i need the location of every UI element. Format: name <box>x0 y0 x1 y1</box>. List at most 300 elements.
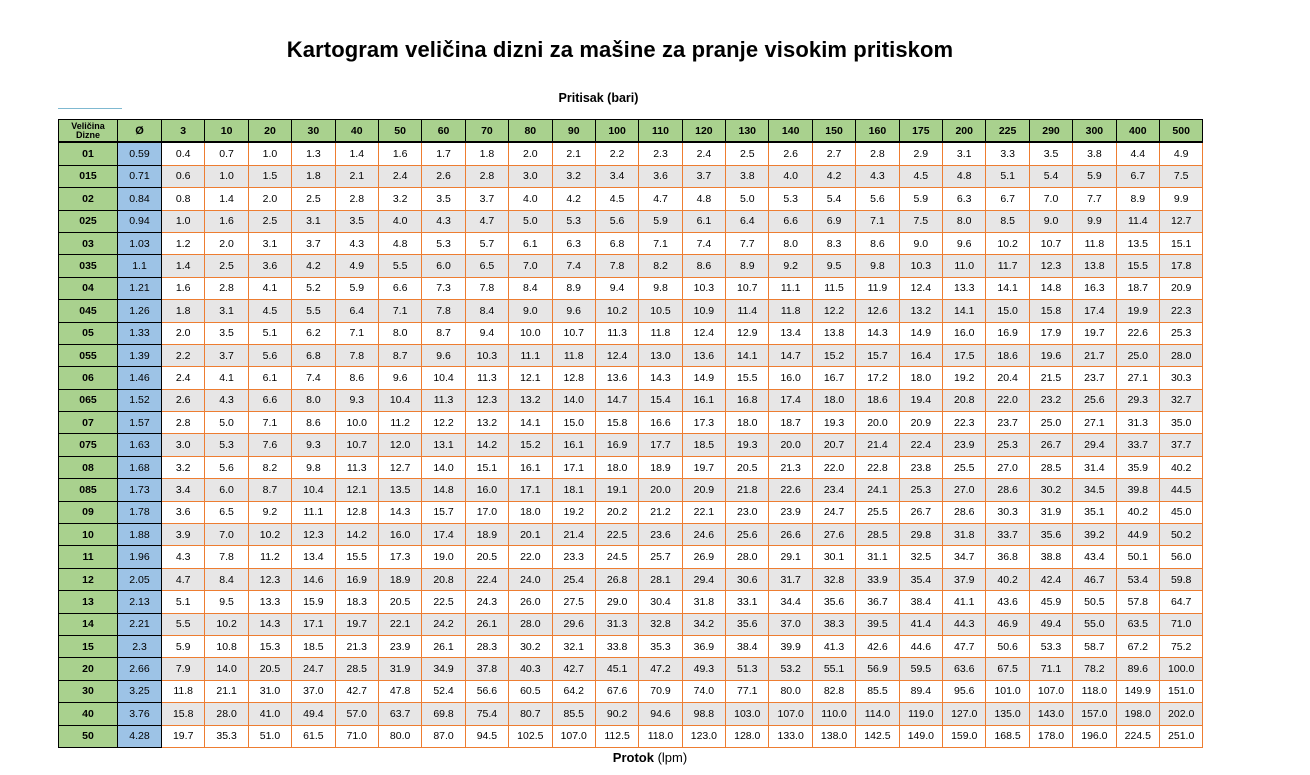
flow-value-cell: 75.2 <box>1159 635 1202 657</box>
flow-value-cell: 1.5 <box>248 165 291 187</box>
flow-value-cell: 142.5 <box>856 725 899 747</box>
diameter-cell: 1.68 <box>118 456 162 478</box>
flow-value-cell: 8.6 <box>292 412 335 434</box>
nozzle-size-cell: 09 <box>59 501 118 523</box>
page-title: Kartogram veličina dizni za mašine za pranje visokim pritiskom <box>286 37 954 62</box>
flow-value-cell: 11.8 <box>552 344 595 366</box>
flow-value-cell: 118.0 <box>639 725 682 747</box>
pressure-header-cell: 60 <box>422 120 465 143</box>
flow-value-cell: 29.8 <box>899 524 942 546</box>
flow-value-cell: 11.4 <box>1116 210 1159 232</box>
flow-value-cell: 6.7 <box>1116 165 1159 187</box>
flow-value-cell: 19.7 <box>682 456 725 478</box>
flow-value-cell: 2.4 <box>682 142 725 165</box>
nozzle-size-cell: 14 <box>59 613 118 635</box>
flow-value-cell: 135.0 <box>986 703 1029 725</box>
flow-value-cell: 9.6 <box>422 344 465 366</box>
flow-value-cell: 18.0 <box>509 501 552 523</box>
flow-value-cell: 6.1 <box>509 232 552 254</box>
flow-value-cell: 28.5 <box>1029 456 1072 478</box>
flow-value-cell: 11.3 <box>422 389 465 411</box>
flow-value-cell: 13.6 <box>682 344 725 366</box>
flow-value-cell: 5.9 <box>162 635 205 657</box>
flow-value-cell: 9.3 <box>335 389 378 411</box>
flow-value-cell: 15.7 <box>422 501 465 523</box>
flow-value-cell: 21.4 <box>552 524 595 546</box>
flow-value-cell: 34.5 <box>1073 479 1116 501</box>
flow-value-cell: 2.1 <box>552 142 595 165</box>
flow-value-cell: 3.7 <box>205 344 248 366</box>
flow-value-cell: 2.0 <box>205 232 248 254</box>
flow-value-cell: 23.7 <box>986 412 1029 434</box>
flow-value-cell: 50.2 <box>1159 524 1202 546</box>
flow-value-cell: 7.4 <box>292 367 335 389</box>
table-row <box>59 232 1203 254</box>
flow-value-cell: 8.4 <box>205 568 248 590</box>
flow-value-cell: 5.5 <box>292 300 335 322</box>
flow-value-cell: 9.0 <box>899 232 942 254</box>
flow-value-cell: 23.6 <box>639 524 682 546</box>
flow-value-cell: 5.0 <box>509 210 552 232</box>
flow-value-cell: 26.7 <box>899 501 942 523</box>
flow-value-cell: 7.3 <box>422 277 465 299</box>
flow-value-cell: 40.3 <box>509 658 552 680</box>
flow-value-cell: 3.4 <box>162 479 205 501</box>
flow-value-cell: 55.1 <box>812 658 855 680</box>
flow-value-cell: 4.0 <box>769 165 812 187</box>
flow-value-cell: 15.0 <box>986 300 1029 322</box>
diameter-cell: 2.66 <box>118 658 162 680</box>
diameter-cell: 1.33 <box>118 322 162 344</box>
flow-value-cell: 6.0 <box>205 479 248 501</box>
flow-value-cell: 15.1 <box>1159 232 1202 254</box>
flow-value-cell: 7.4 <box>682 232 725 254</box>
flow-value-cell: 18.5 <box>292 635 335 657</box>
table-row <box>59 344 1203 366</box>
flow-value-cell: 3.1 <box>292 210 335 232</box>
flow-value-cell: 28.6 <box>943 501 986 523</box>
diameter-cell: 3.25 <box>118 680 162 702</box>
flow-value-cell: 0.4 <box>162 142 205 165</box>
flow-value-cell: 17.1 <box>292 613 335 635</box>
flow-value-cell: 6.8 <box>292 344 335 366</box>
flow-value-cell: 101.0 <box>986 680 1029 702</box>
flow-value-cell: 16.1 <box>682 389 725 411</box>
flow-value-cell: 26.1 <box>422 635 465 657</box>
nozzle-size-cell: 15 <box>59 635 118 657</box>
nozzle-size-cell: 08 <box>59 456 118 478</box>
flow-value-cell: 10.3 <box>682 277 725 299</box>
flow-value-cell: 27.1 <box>1116 367 1159 389</box>
flow-value-cell: 8.7 <box>422 322 465 344</box>
flow-value-cell: 1.4 <box>335 142 378 165</box>
diameter-cell: 0.94 <box>118 210 162 232</box>
flow-value-cell: 12.6 <box>856 300 899 322</box>
flow-value-cell: 20.2 <box>595 501 638 523</box>
flow-value-cell: 33.7 <box>1116 434 1159 456</box>
flow-value-cell: 5.9 <box>1073 165 1116 187</box>
flow-value-cell: 11.2 <box>378 412 421 434</box>
diameter-cell: 1.57 <box>118 412 162 434</box>
flow-value-cell: 15.8 <box>162 703 205 725</box>
flow-value-cell: 11.8 <box>1073 232 1116 254</box>
flow-value-cell: 10.4 <box>378 389 421 411</box>
flow-value-cell: 77.1 <box>726 680 769 702</box>
flow-value-cell: 2.8 <box>335 188 378 210</box>
flow-value-cell: 27.5 <box>552 591 595 613</box>
flow-value-cell: 4.5 <box>248 300 291 322</box>
table-row <box>59 165 1203 187</box>
nozzle-size-header: Veličina Dizne <box>59 120 118 143</box>
flow-value-cell: 24.0 <box>509 568 552 590</box>
flow-value-cell: 3.2 <box>162 456 205 478</box>
flow-value-cell: 38.4 <box>726 635 769 657</box>
flow-value-cell: 3.5 <box>335 210 378 232</box>
flow-value-cell: 16.0 <box>378 524 421 546</box>
table-row <box>59 277 1203 299</box>
flow-value-cell: 8.6 <box>335 367 378 389</box>
flow-value-cell: 9.2 <box>248 501 291 523</box>
flow-value-cell: 16.7 <box>812 367 855 389</box>
flow-value-cell: 31.8 <box>682 591 725 613</box>
flow-value-cell: 8.7 <box>378 344 421 366</box>
flow-value-cell: 6.0 <box>422 255 465 277</box>
table-row <box>59 389 1203 411</box>
flow-value-cell: 33.9 <box>856 568 899 590</box>
flow-value-cell: 112.5 <box>595 725 638 747</box>
flow-value-cell: 14.8 <box>422 479 465 501</box>
flow-value-cell: 7.7 <box>726 232 769 254</box>
table-row <box>59 210 1203 232</box>
flow-value-cell: 25.0 <box>1116 344 1159 366</box>
flow-value-cell: 3.0 <box>162 434 205 456</box>
flow-value-cell: 60.5 <box>509 680 552 702</box>
table-row <box>59 434 1203 456</box>
flow-value-cell: 38.8 <box>1029 546 1072 568</box>
flow-value-cell: 1.6 <box>205 210 248 232</box>
flow-value-cell: 30.1 <box>812 546 855 568</box>
flow-value-cell: 5.3 <box>422 232 465 254</box>
flow-value-cell: 15.2 <box>509 434 552 456</box>
flow-value-cell: 5.3 <box>552 210 595 232</box>
flow-value-cell: 26.6 <box>769 524 812 546</box>
flow-value-cell: 1.3 <box>292 142 335 165</box>
flow-value-cell: 6.8 <box>595 232 638 254</box>
flow-value-cell: 5.3 <box>205 434 248 456</box>
flow-value-cell: 128.0 <box>726 725 769 747</box>
flow-value-cell: 17.4 <box>1073 300 1116 322</box>
flow-value-cell: 22.1 <box>378 613 421 635</box>
flow-value-cell: 30.3 <box>1159 367 1202 389</box>
flow-value-cell: 32.7 <box>1159 389 1202 411</box>
flow-value-cell: 9.6 <box>943 232 986 254</box>
flow-value-cell: 8.5 <box>986 210 1029 232</box>
flow-value-cell: 41.0 <box>248 703 291 725</box>
flow-value-cell: 19.7 <box>162 725 205 747</box>
flow-value-cell: 23.0 <box>726 501 769 523</box>
flow-value-cell: 4.8 <box>682 188 725 210</box>
diameter-cell: 4.28 <box>118 725 162 747</box>
flow-value-cell: 14.9 <box>899 322 942 344</box>
flow-value-cell: 34.9 <box>422 658 465 680</box>
flow-value-cell: 4.8 <box>378 232 421 254</box>
flow-value-cell: 7.7 <box>1073 188 1116 210</box>
flow-value-cell: 2.6 <box>162 389 205 411</box>
flow-value-cell: 29.6 <box>552 613 595 635</box>
flow-value-cell: 3.7 <box>465 188 508 210</box>
flow-value-cell: 37.8 <box>465 658 508 680</box>
flow-value-cell: 63.5 <box>1116 613 1159 635</box>
pressure-header-cell: 175 <box>899 120 942 143</box>
flow-value-cell: 4.4 <box>1116 142 1159 165</box>
flow-value-cell: 198.0 <box>1116 703 1159 725</box>
flow-value-cell: 10.7 <box>552 322 595 344</box>
flow-value-cell: 18.6 <box>986 344 1029 366</box>
flow-value-cell: 2.8 <box>205 277 248 299</box>
flow-value-cell: 39.8 <box>1116 479 1159 501</box>
flow-value-cell: 9.8 <box>639 277 682 299</box>
flow-value-cell: 3.4 <box>595 165 638 187</box>
nozzle-size-cell: 02 <box>59 188 118 210</box>
table-row <box>59 613 1203 635</box>
nozzle-size-cell: 085 <box>59 479 118 501</box>
flow-value-cell: 18.7 <box>1116 277 1159 299</box>
flow-value-cell: 12.1 <box>509 367 552 389</box>
flow-value-cell: 22.6 <box>769 479 812 501</box>
nozzle-size-cell: 30 <box>59 680 118 702</box>
flow-value-cell: 5.2 <box>292 277 335 299</box>
flow-value-cell: 6.6 <box>248 389 291 411</box>
nozzle-size-cell: 13 <box>59 591 118 613</box>
flow-value-cell: 13.4 <box>292 546 335 568</box>
flow-value-cell: 14.2 <box>465 434 508 456</box>
flow-value-cell: 39.2 <box>1073 524 1116 546</box>
flow-value-cell: 32.5 <box>899 546 942 568</box>
flow-value-cell: 8.7 <box>248 479 291 501</box>
flow-value-cell: 98.8 <box>682 703 725 725</box>
flow-value-cell: 123.0 <box>682 725 725 747</box>
flow-value-cell: 14.3 <box>248 613 291 635</box>
flow-value-cell: 10.0 <box>335 412 378 434</box>
flow-value-cell: 41.1 <box>943 591 986 613</box>
flow-value-cell: 12.3 <box>1029 255 1072 277</box>
table-row <box>59 479 1203 501</box>
flow-value-cell: 58.7 <box>1073 635 1116 657</box>
flow-value-cell: 8.3 <box>812 232 855 254</box>
nozzle-size-cell: 025 <box>59 210 118 232</box>
flow-value-cell: 7.5 <box>1159 165 1202 187</box>
flow-value-cell: 14.3 <box>378 501 421 523</box>
flow-value-cell: 7.1 <box>856 210 899 232</box>
flow-value-cell: 21.7 <box>1073 344 1116 366</box>
flow-value-cell: 19.2 <box>943 367 986 389</box>
diameter-cell: 2.21 <box>118 613 162 635</box>
flow-value-cell: 59.8 <box>1159 568 1202 590</box>
flow-value-cell: 25.3 <box>899 479 942 501</box>
flow-value-cell: 16.1 <box>552 434 595 456</box>
flow-value-cell: 4.3 <box>422 210 465 232</box>
flow-value-cell: 12.0 <box>378 434 421 456</box>
flow-value-cell: 71.1 <box>1029 658 1072 680</box>
flow-value-cell: 7.1 <box>335 322 378 344</box>
flow-value-cell: 35.9 <box>1116 456 1159 478</box>
flow-value-cell: 20.8 <box>422 568 465 590</box>
flow-value-cell: 17.1 <box>509 479 552 501</box>
flow-value-cell: 32.1 <box>552 635 595 657</box>
flow-value-cell: 4.7 <box>465 210 508 232</box>
flow-value-cell: 3.6 <box>639 165 682 187</box>
flow-value-cell: 2.5 <box>248 210 291 232</box>
flow-value-cell: 20.9 <box>682 479 725 501</box>
flow-value-cell: 59.5 <box>899 658 942 680</box>
flow-value-cell: 23.9 <box>943 434 986 456</box>
flow-value-cell: 95.6 <box>943 680 986 702</box>
table-row <box>59 680 1203 702</box>
flow-value-cell: 18.0 <box>812 389 855 411</box>
flow-value-cell: 21.4 <box>856 434 899 456</box>
flow-value-cell: 29.4 <box>682 568 725 590</box>
flow-value-cell: 3.3 <box>986 142 1029 165</box>
flow-value-cell: 26.0 <box>509 591 552 613</box>
flow-value-cell: 7.1 <box>639 232 682 254</box>
flow-value-cell: 6.6 <box>378 277 421 299</box>
flow-value-cell: 16.9 <box>595 434 638 456</box>
flow-value-cell: 34.4 <box>769 591 812 613</box>
nozzle-size-cell: 40 <box>59 703 118 725</box>
table-row <box>59 635 1203 657</box>
flow-value-cell: 32.8 <box>639 613 682 635</box>
flow-value-cell: 8.9 <box>726 255 769 277</box>
pressure-header-cell: 500 <box>1159 120 1202 143</box>
table-row <box>59 412 1203 434</box>
flow-value-cell: 23.3 <box>552 546 595 568</box>
flow-value-cell: 16.9 <box>986 322 1029 344</box>
flow-value-cell: 38.3 <box>812 613 855 635</box>
pressure-header-cell: 110 <box>639 120 682 143</box>
flow-value-cell: 2.9 <box>899 142 942 165</box>
flow-value-cell: 6.5 <box>465 255 508 277</box>
flow-value-cell: 19.3 <box>812 412 855 434</box>
diameter-cell: 1.1 <box>118 255 162 277</box>
nozzle-size-cell: 50 <box>59 725 118 747</box>
flow-value-cell: 2.8 <box>465 165 508 187</box>
flow-value-cell: 13.1 <box>422 434 465 456</box>
pressure-axis-label: Pritisak (bari) <box>558 91 639 105</box>
flow-value-cell: 29.0 <box>595 591 638 613</box>
flow-value-cell: 202.0 <box>1159 703 1202 725</box>
flow-value-cell: 42.7 <box>552 658 595 680</box>
flow-value-cell: 37.7 <box>1159 434 1202 456</box>
flow-value-cell: 15.5 <box>335 546 378 568</box>
flow-value-cell: 6.3 <box>552 232 595 254</box>
pressure-header-cell: 30 <box>292 120 335 143</box>
flow-value-cell: 2.6 <box>422 165 465 187</box>
flow-value-cell: 20.1 <box>509 524 552 546</box>
flow-value-cell: 22.3 <box>943 412 986 434</box>
flow-value-cell: 7.9 <box>162 658 205 680</box>
flow-value-cell: 8.0 <box>378 322 421 344</box>
table-row <box>59 591 1203 613</box>
flow-value-cell: 4.9 <box>1159 142 1202 165</box>
flow-value-cell: 22.1 <box>682 501 725 523</box>
flow-value-cell: 20.7 <box>812 434 855 456</box>
flow-value-cell: 12.8 <box>335 501 378 523</box>
flow-value-cell: 31.1 <box>856 546 899 568</box>
flow-value-cell: 45.0 <box>1159 501 1202 523</box>
nozzle-size-cell: 045 <box>59 300 118 322</box>
flow-value-cell: 8.6 <box>856 232 899 254</box>
flow-value-cell: 42.4 <box>1029 568 1072 590</box>
flow-value-cell: 31.7 <box>769 568 812 590</box>
flow-value-cell: 27.1 <box>1073 412 1116 434</box>
diameter-cell: 1.96 <box>118 546 162 568</box>
flow-value-cell: 90.2 <box>595 703 638 725</box>
flow-value-cell: 26.8 <box>595 568 638 590</box>
diameter-cell: 1.21 <box>118 277 162 299</box>
flow-value-cell: 19.6 <box>1029 344 1072 366</box>
flow-value-cell: 18.0 <box>595 456 638 478</box>
flow-value-cell: 10.7 <box>1029 232 1072 254</box>
flow-value-cell: 14.7 <box>769 344 812 366</box>
flow-value-cell: 42.6 <box>856 635 899 657</box>
pressure-header-cell: 150 <box>812 120 855 143</box>
flow-value-cell: 50.1 <box>1116 546 1159 568</box>
flow-value-cell: 45.9 <box>1029 591 1072 613</box>
flow-value-cell: 71.0 <box>335 725 378 747</box>
flow-value-cell: 4.0 <box>378 210 421 232</box>
flow-value-cell: 17.4 <box>422 524 465 546</box>
flow-value-cell: 1.4 <box>205 188 248 210</box>
pressure-header-cell: 160 <box>856 120 899 143</box>
flow-value-cell: 21.2 <box>639 501 682 523</box>
flow-value-cell: 151.0 <box>1159 680 1202 702</box>
pressure-header-cell: 120 <box>682 120 725 143</box>
flow-value-cell: 196.0 <box>1073 725 1116 747</box>
flow-value-cell: 26.1 <box>465 613 508 635</box>
flow-value-cell: 13.3 <box>943 277 986 299</box>
diameter-cell: 1.88 <box>118 524 162 546</box>
flow-value-cell: 32.8 <box>812 568 855 590</box>
flow-value-cell: 12.7 <box>1159 210 1202 232</box>
flow-value-cell: 10.0 <box>509 322 552 344</box>
flow-value-cell: 31.8 <box>943 524 986 546</box>
flow-value-cell: 6.1 <box>248 367 291 389</box>
flow-value-cell: 57.8 <box>1116 591 1159 613</box>
flow-value-cell: 14.1 <box>509 412 552 434</box>
flow-value-cell: 12.3 <box>292 524 335 546</box>
flow-value-cell: 35.0 <box>1159 412 1202 434</box>
flow-value-cell: 7.6 <box>248 434 291 456</box>
flow-value-cell: 19.1 <box>595 479 638 501</box>
flow-value-cell: 22.0 <box>509 546 552 568</box>
flow-value-cell: 51.3 <box>726 658 769 680</box>
flow-value-cell: 87.0 <box>422 725 465 747</box>
diameter-cell: 1.78 <box>118 501 162 523</box>
flow-value-cell: 14.3 <box>639 367 682 389</box>
flow-value-cell: 22.5 <box>422 591 465 613</box>
flow-value-cell: 11.3 <box>465 367 508 389</box>
flow-value-cell: 64.2 <box>552 680 595 702</box>
flow-value-cell: 89.4 <box>899 680 942 702</box>
flow-value-cell: 26.7 <box>1029 434 1072 456</box>
nozzle-size-cell: 03 <box>59 232 118 254</box>
flow-value-cell: 5.1 <box>248 322 291 344</box>
flow-value-cell: 14.0 <box>205 658 248 680</box>
flow-value-cell: 28.0 <box>1159 344 1202 366</box>
flow-value-cell: 5.4 <box>812 188 855 210</box>
flow-value-cell: 21.1 <box>205 680 248 702</box>
flow-value-cell: 39.5 <box>856 613 899 635</box>
